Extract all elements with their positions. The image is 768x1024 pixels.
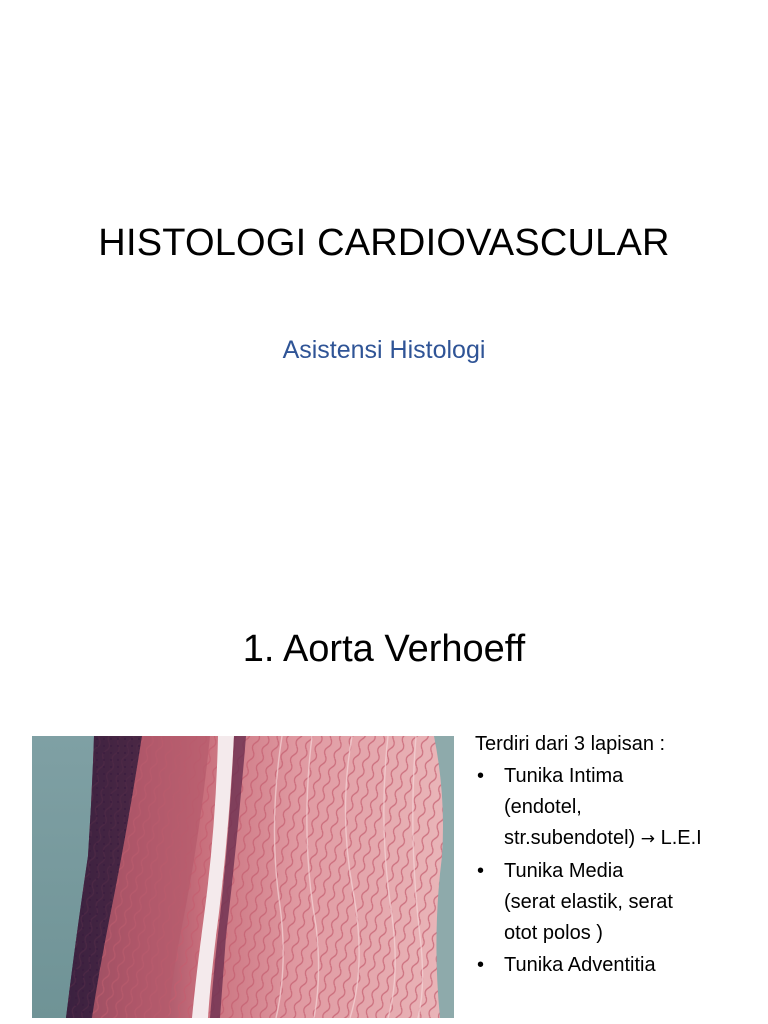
detail-line: (endotel, <box>504 796 582 818</box>
layers-description <box>475 728 760 981</box>
detail-text: L.E.I <box>660 827 702 849</box>
micrograph-image <box>32 736 454 1018</box>
list-item-intima <box>475 760 760 792</box>
page-title: HISTOLOGI CARDIOVASCULAR <box>98 222 670 264</box>
list-item-media <box>475 855 760 887</box>
histology-micrograph <box>32 736 454 1018</box>
detail-line: (serat elastik, serat <box>504 891 673 913</box>
bullet-label: Tunika Intima <box>504 765 624 787</box>
slide-heading: 1. Aorta Verhoeff <box>242 628 526 670</box>
detail-text: str.subendotel) <box>504 827 636 849</box>
bullet-label: Tunika Adventitia <box>504 954 656 976</box>
layers-list <box>475 760 760 981</box>
intima-detail <box>475 792 760 855</box>
detail-line: otot polos ) <box>504 922 603 944</box>
arrow-right-icon: → <box>640 829 656 849</box>
media-detail <box>475 887 760 949</box>
bullet-label: Tunika Media <box>504 860 624 882</box>
slide-aorta <box>0 576 768 1024</box>
intro-text: Terdiri dari 3 lapisan : <box>475 733 666 755</box>
page-subtitle: Asistensi Histologi <box>282 336 486 364</box>
list-item-adventitia <box>475 949 760 981</box>
detail-line <box>504 823 760 855</box>
